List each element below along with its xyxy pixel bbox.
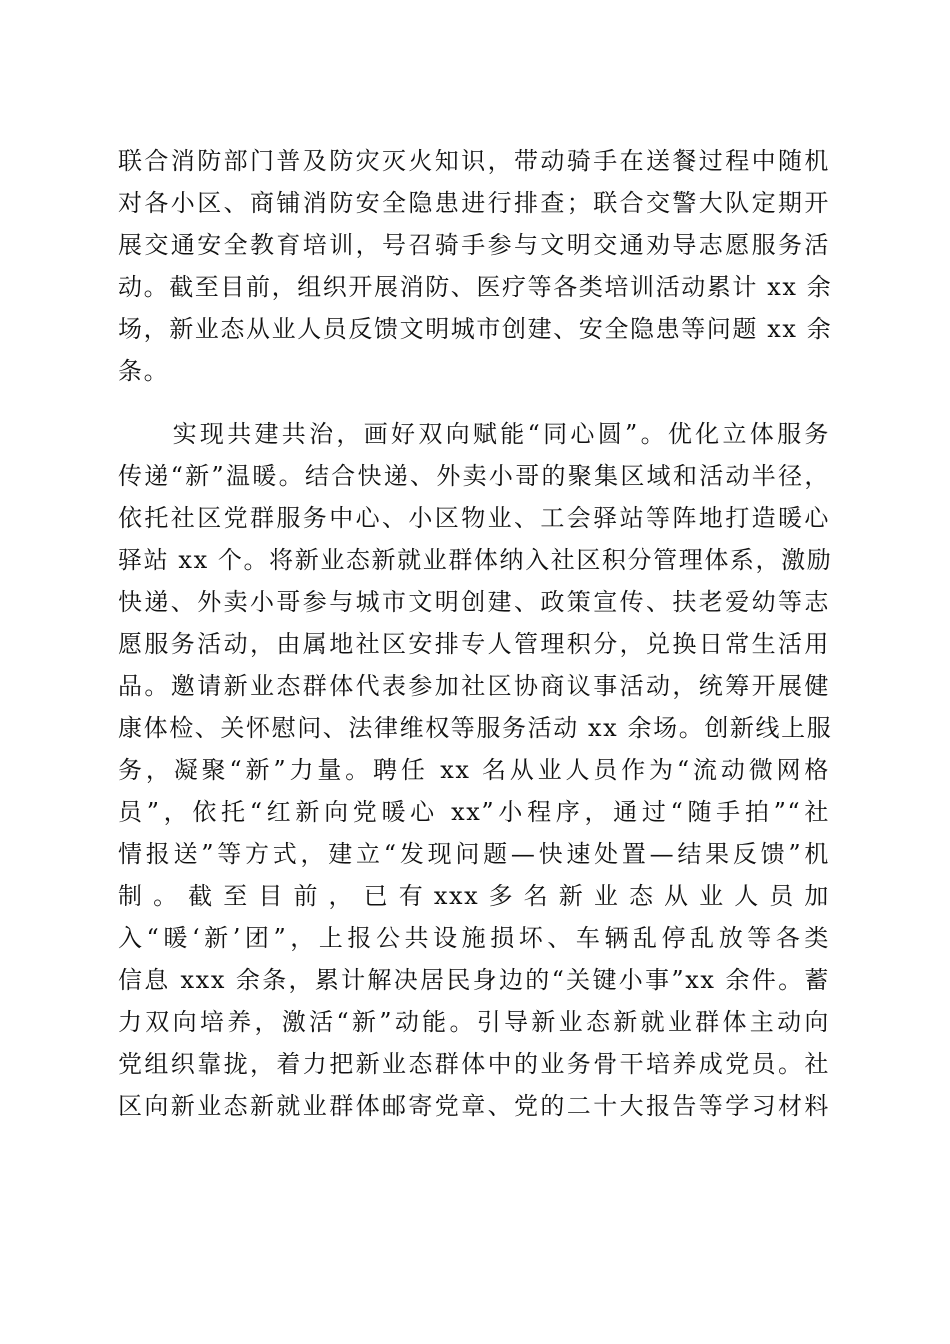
text-line: 对各小区、商铺消防安全隐患进行排查；联合交警大队定期开 [118, 189, 830, 217]
text-line: 联合消防部门普及防灾灭火知识，带动骑手在送餐过程中随机 [118, 147, 830, 175]
text-line: 实现共建共治，画好双向赋能“同心圆”。优化立体服务 [118, 420, 830, 448]
text-line: 快递、外卖小哥参与城市文明创建、政策宣传、扶老爱幼等志 [118, 588, 830, 616]
text-line: 党组织靠拢，着力把新业态群体中的业务骨干培养成党员。社 [118, 1050, 830, 1078]
text-line: 区向新业态新就业群体邮寄党章、党的二十大报告等学习材料 [118, 1092, 830, 1120]
text-line: 力双向培养，激活“新”动能。引导新业态新就业群体主动向 [118, 1008, 830, 1036]
text-line: 员”，依托“红新向党暖心 xx”小程序，通过“随手拍”“社 [118, 798, 830, 826]
text-line: 展交通安全教育培训，号召骑手参与文明交通劝导志愿服务活 [118, 231, 830, 259]
text-line: 愿服务活动，由属地社区安排专人管理积分，兑换日常生活用 [118, 630, 830, 658]
text-line: 入“暖‘新’团”，上报公共设施损坏、车辆乱停乱放等各类 [118, 924, 830, 952]
text-line: 品。邀请新业态群体代表参加社区协商议事活动，统筹开展健 [118, 672, 830, 700]
text-line: 务，凝聚“新”力量。聘任 xx 名从业人员作为“流动微网格 [118, 756, 830, 784]
text-line: 传递“新”温暖。结合快递、外卖小哥的聚集区域和活动半径， [118, 462, 830, 490]
text-line: 条。 [118, 357, 170, 385]
text-line: 场，新业态从业人员反馈文明城市创建、安全隐患等问题 xx 余 [118, 315, 833, 343]
text-line: 动。截至目前，组织开展消防、医疗等各类培训活动累计 xx 余 [118, 273, 833, 301]
text-line: 情报送”等方式，建立“发现问题—快速处置—结果反馈”机 [118, 840, 830, 868]
text-line: 驿站 xx 个。将新业态新就业群体纳入社区积分管理体系，激励 [118, 546, 833, 574]
text-line: 康体检、关怀慰问、法律维权等服务活动 xx 余场。创新线上服 [118, 714, 833, 742]
text-line: 信息 xxx 余条，累计解决居民身边的“关键小事”xx 余件。蓄 [118, 966, 830, 994]
text-line: 依托社区党群服务中心、小区物业、工会驿站等阵地打造暖心 [118, 504, 830, 532]
text-line: 制 。 截 至 目 前 ， 已 有 xxx 多 名 新 业 态 从 业 人 员 加 [118, 882, 830, 910]
